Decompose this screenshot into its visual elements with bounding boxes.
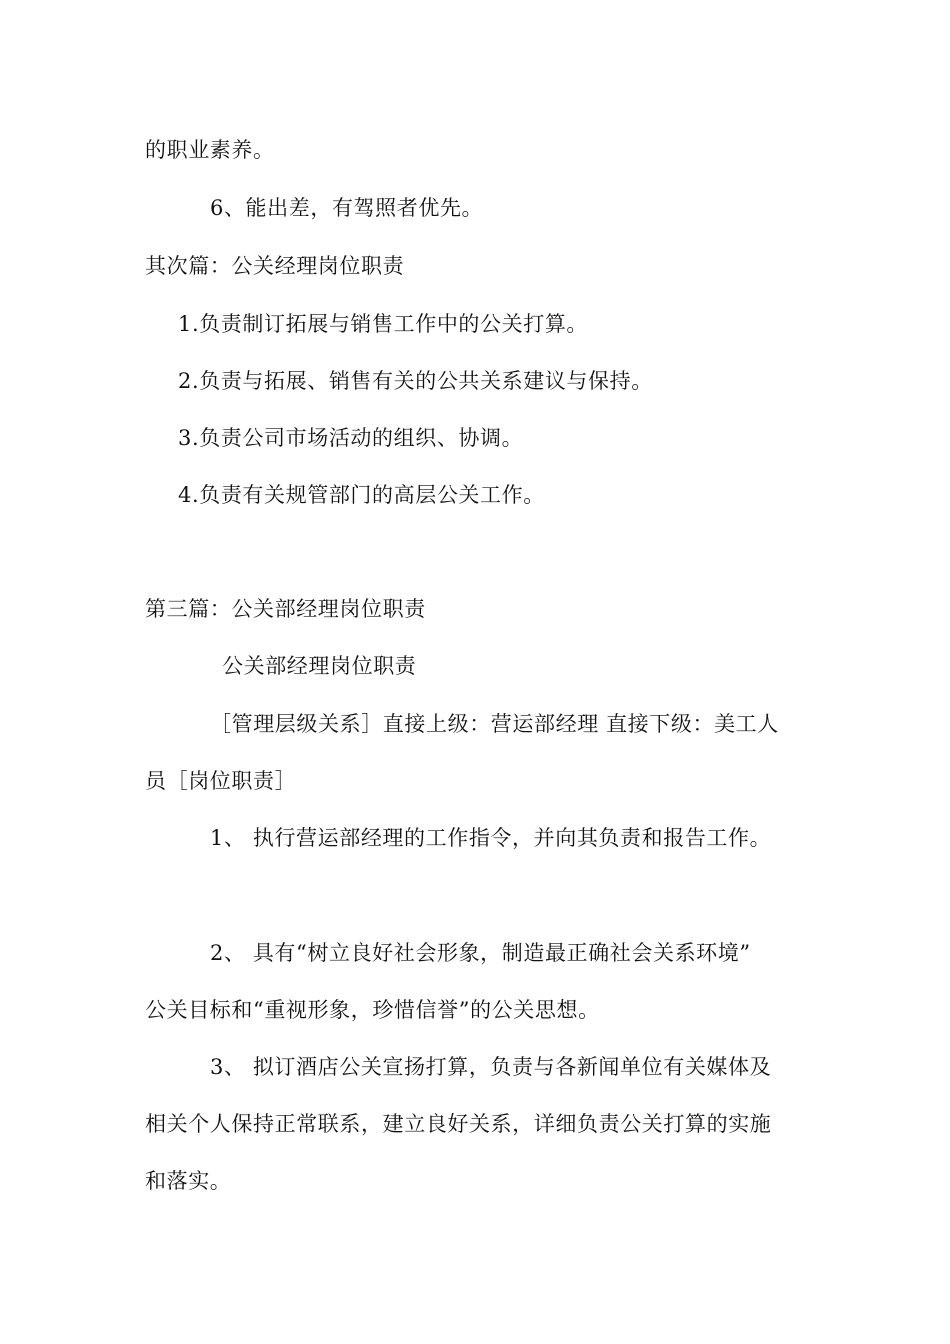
text-line: ［管理层级关系］直接上级：营运部经理 直接下级：美工人 [210, 712, 779, 736]
list-item: 1.负责制订拓展与销售工作中的公关打算。 [178, 312, 589, 336]
list-item: 4.负责有关规管部门的高层公关工作。 [178, 483, 545, 507]
subtitle: 公关部经理岗位职责 [222, 654, 417, 678]
text-line: 员［岗位职责］ [145, 769, 297, 793]
text-line: 的职业素养。 [145, 138, 275, 162]
text-line: 和落实。 [145, 1169, 232, 1193]
text-line: 6、能出差，有驾照者优先。 [210, 196, 484, 220]
list-item: 3、 拟订酒店公关宣扬打算，负责与各新闻单位有关媒体及 [210, 1055, 772, 1079]
list-item: 3.负责公司市场活动的组织、协调。 [178, 426, 524, 450]
list-item: 2.负责与拓展、销售有关的公共关系建议与保持。 [178, 369, 653, 393]
section-heading: 其次篇：公关经理岗位职责 [145, 254, 405, 278]
text-line: 公关目标和“重视形象，珍惜信誉”的公关思想。 [145, 998, 600, 1022]
list-item: 1、 执行营运部经理的工作指令，并向其负责和报告工作。 [210, 826, 772, 850]
section-heading: 第三篇：公关部经理岗位职责 [145, 597, 426, 621]
list-item: 2、 具有“树立良好社会形象，制造最正确社会关系环境” [210, 941, 751, 965]
text-line: 相关个人保持正常联系，建立良好关系，详细负责公关打算的实施 [145, 1112, 772, 1136]
